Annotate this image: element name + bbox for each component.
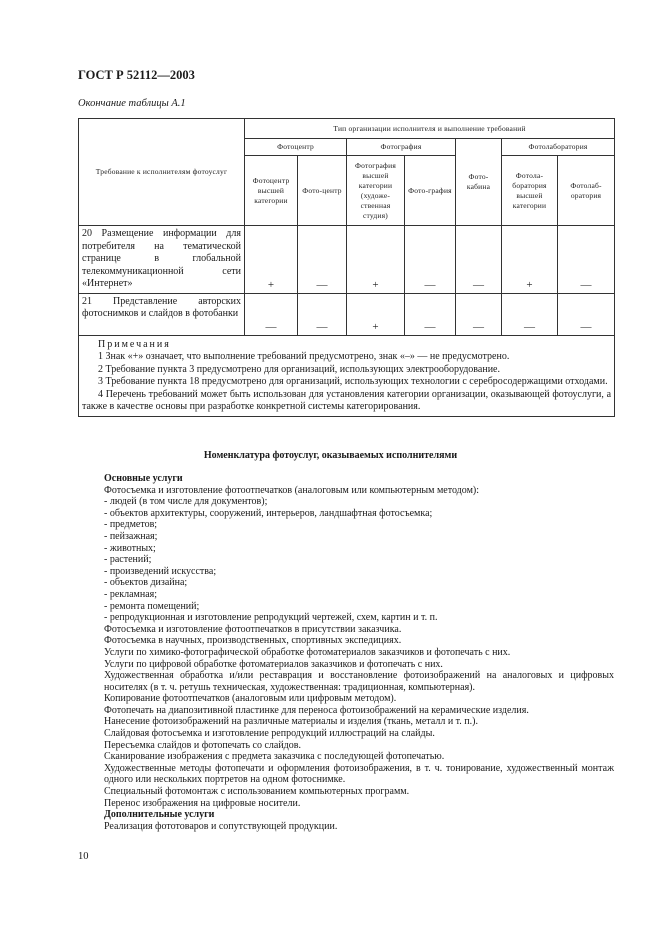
document-title: ГОСТ Р 52112—2003 [78, 68, 195, 82]
list-item: - людей (в том числе для документов); [104, 496, 268, 508]
service-paragraph: Фотопечать на диапозитивной пластинке для переноса фотоизображений на керамические изделия. [104, 704, 529, 716]
table-notes-row [79, 335, 615, 416]
header-photography-high: Фотография высшей категории (художе-ственная студия) [347, 156, 405, 226]
service-paragraph: Художественная обработка и/или реставрация и восстановление фотоизображений на аналоговых и цифровых носителях (в т. ч. ретушь техническая, художественная: традиционная, компьютерная). [104, 670, 614, 693]
mark-cell: + [347, 226, 405, 294]
header-organization-type: Тип организации исполнителя и выполнение требований [245, 119, 615, 139]
mark-cell: + [245, 226, 298, 294]
extra-services-heading: Дополнительные услуги [104, 809, 215, 821]
service-paragraph: Пересъемка слайдов и фотопечать со слайдов. [104, 739, 301, 751]
header-requirement: Требование к исполнителям фотоуслуг [79, 119, 245, 226]
table-caption: Окончание таблицы А.1 [78, 98, 186, 109]
service-paragraph: Копирование фотоотпечатков (аналоговым или цифровым методом). [104, 693, 397, 705]
service-paragraph: Услуги по цифровой обработке фотоматериалов заказчиков и фотопечать с них. [104, 658, 443, 670]
page-number: 10 [78, 851, 89, 862]
service-paragraph: Слайдовая фотосъемка и изготовление репродукций иллюстраций на слайды. [104, 728, 435, 740]
mark-cell: — [456, 226, 502, 294]
service-paragraph: Фотосъемка в научных, производственных, спортивных экспедициях. [104, 635, 402, 647]
notes-title: Примечания [98, 338, 171, 350]
mark-cell: — [502, 293, 558, 335]
list-item: - объектов дизайна; [104, 577, 188, 589]
row-20-text: 20 Размещение информации для потребителя на тематической странице в глобальной телекоммуникационной сети «Интернет» [79, 226, 245, 294]
header-photocenter-basic: Фото-центр [298, 156, 347, 226]
list-item: - ремонта помещений; [104, 600, 200, 612]
list-item: - предметов; [104, 519, 158, 531]
mark-cell: — [298, 293, 347, 335]
header-photography: Фотография [347, 139, 456, 156]
list-item: - объектов архитектуры, сооружений, интерьеров, ландшафтная фотосъемка; [104, 507, 433, 519]
list-item: - произведений искусства; [104, 565, 217, 577]
row-21-text: 21 Представление авторских фотоснимков и слайдов в фотобанки [79, 293, 245, 335]
extra-service-paragraph: Реализация фототоваров и сопутствующей продукции. [104, 820, 338, 832]
header-photolab-high: Фотола-боратория высшей категории [502, 156, 558, 226]
mark-cell: — [298, 226, 347, 294]
mark-cell: + [502, 226, 558, 294]
header-photobooth: Фото-кабина [456, 139, 502, 226]
service-paragraph: Художественные методы фотопечати и оформления фотоизображения, в т. ч. тонирование, художественный монтаж одного или нескольких портретов на одном фотоснимке. [104, 762, 614, 786]
mark-cell: — [558, 226, 615, 294]
header-photocenter-high: Фотоцентр высшей категории [245, 156, 298, 226]
mark-cell: — [558, 293, 615, 335]
list-item: - пейзажная; [104, 530, 158, 542]
list-item: - животных; [104, 542, 156, 554]
header-photocenter: Фотоцентр [245, 139, 347, 156]
header-photography-basic: Фото-графия [405, 156, 456, 226]
table-notes [79, 335, 615, 416]
note-item: 3 Требование пункта 18 предусмотрено для организаций, использующих технологии с серебросодержащими отходами. [98, 376, 608, 387]
main-services-heading: Основные услуги [104, 473, 183, 484]
list-item: - репродукционная и изготовление репродукций чертежей, схем, картин и т. п. [104, 612, 438, 624]
list-item: - рекламная; [104, 588, 158, 600]
service-paragraph: Специальный фотомонтаж с использованием компьютерных программ. [104, 786, 410, 798]
note-item: 1 Знак «+» означает, что выполнение требований предусмотрено, знак «–» — не предусмотрено. [98, 351, 510, 362]
service-paragraph: Услуги по химико-фотографической обработке фотоматериалов заказчиков и фотопечать с них. [104, 646, 511, 658]
service-paragraph: Нанесение фотоизображений на различные материалы и изделия (ткань, металл и т. п.). [104, 716, 478, 728]
mark-cell: — [456, 293, 502, 335]
service-paragraph: Фотосъемка и изготовление фотоотпечатков в присутствии заказчика. [104, 623, 402, 635]
service-paragraph: Перенос изображения на цифровые носители. [104, 797, 301, 809]
services-body [86, 473, 614, 832]
note-item: 4 Перечень требований может быть использован для установления категории организации, оказывающей фотоуслуги, а также в качестве основы при разработке конкретной системы категорирования. [82, 388, 612, 412]
mark-cell: — [405, 226, 456, 294]
mark-cell: + [347, 293, 405, 335]
requirements-table [78, 118, 615, 417]
mark-cell: — [245, 293, 298, 335]
table-row [79, 293, 615, 335]
header-photolab-basic: Фотолаб-оратория [558, 156, 615, 226]
list-item: - растений; [104, 554, 152, 566]
services-intro: Фотосъемка и изготовление фотоотпечатков (аналоговым или компьютерным методом): [104, 484, 480, 496]
header-photolab: Фотолаборатория [502, 139, 615, 156]
table-row [79, 226, 615, 294]
mark-cell: — [405, 293, 456, 335]
note-item: 2 Требование пункта 3 предусмотрено для организаций, использующих электрооборудование. [98, 363, 500, 375]
section-title: Номенклатура фотоуслуг, оказываемых исполнителями [203, 450, 458, 461]
service-paragraph: Сканирование изображения с предмета заказчика с последующей фотопечатью. [104, 751, 445, 763]
